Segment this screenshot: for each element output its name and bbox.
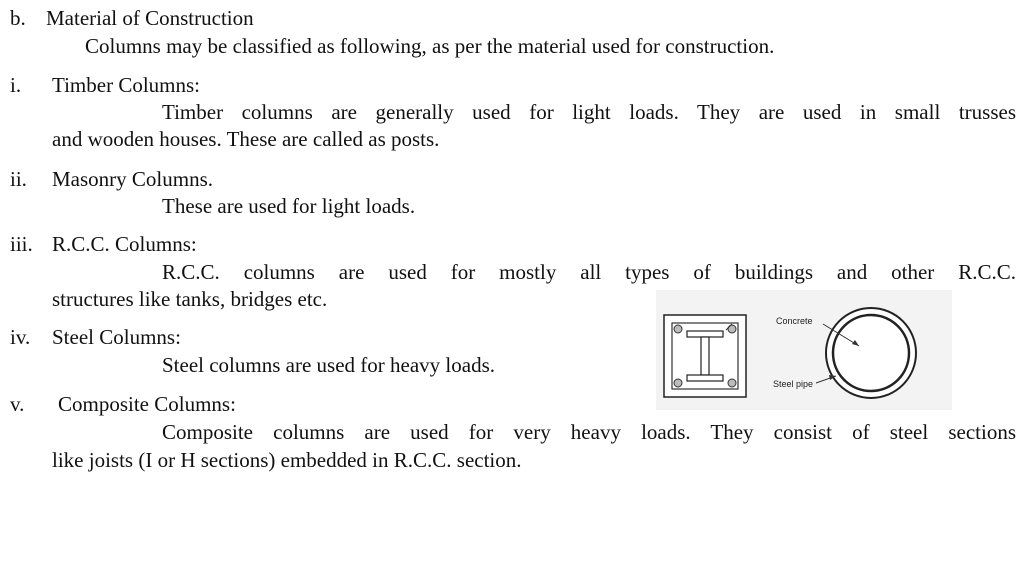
steel-pipe-inner xyxy=(833,315,909,391)
encased-i-section xyxy=(664,315,746,397)
rebar-top-left xyxy=(674,325,682,333)
item-marker-timber: i. xyxy=(10,73,22,97)
section-title: Material of Construction xyxy=(46,6,254,30)
item-text-timber-line1: Timber columns are generally used for light loads. They are used in small trusses xyxy=(162,100,1016,124)
item-marker-steel: iv. xyxy=(10,325,31,349)
section-marker: b. xyxy=(10,6,26,30)
i-beam-web xyxy=(701,337,709,375)
item-text-steel: Steel columns are used for heavy loads. xyxy=(162,353,495,377)
rebar-bottom-right xyxy=(728,379,736,387)
composite-column-diagram xyxy=(656,290,952,410)
label-steel-pipe: Steel pipe xyxy=(773,379,814,389)
item-title-timber: Timber Columns: xyxy=(52,73,201,97)
item-text-masonry: These are used for light loads. xyxy=(162,194,416,218)
item-marker-rcc: iii. xyxy=(10,232,33,256)
item-title-rcc: R.C.C. Columns: xyxy=(52,232,197,256)
label-concrete: Concrete xyxy=(776,316,813,326)
section-intro: Columns may be classified as following, as per the material used for construction. xyxy=(85,34,775,58)
item-title-composite: Composite Columns: xyxy=(58,392,236,416)
rebar-bottom-left xyxy=(674,379,682,387)
composite-column-figure xyxy=(656,290,952,410)
item-text-timber-line2: and wooden houses. These are called as posts. xyxy=(52,127,440,151)
i-beam-bottom-flange xyxy=(687,375,723,381)
item-marker-masonry: ii. xyxy=(10,167,27,191)
item-title-steel: Steel Columns: xyxy=(52,325,181,349)
item-text-rcc-line2: structures like tanks, bridges etc. xyxy=(52,287,328,311)
item-marker-composite: v. xyxy=(10,392,25,416)
item-text-rcc-line1: R.C.C. columns are used for mostly all types of buildings and other R.C.C. xyxy=(162,260,1016,284)
item-text-composite-line1: Composite columns are used for very heavy loads. They consist of steel sections xyxy=(162,420,1016,444)
item-text-composite-line2: like joists (I or H sections) embedded in R.C.C. section. xyxy=(52,448,522,472)
item-title-masonry: Masonry Columns. xyxy=(52,167,214,191)
i-beam-top-flange xyxy=(687,331,723,337)
